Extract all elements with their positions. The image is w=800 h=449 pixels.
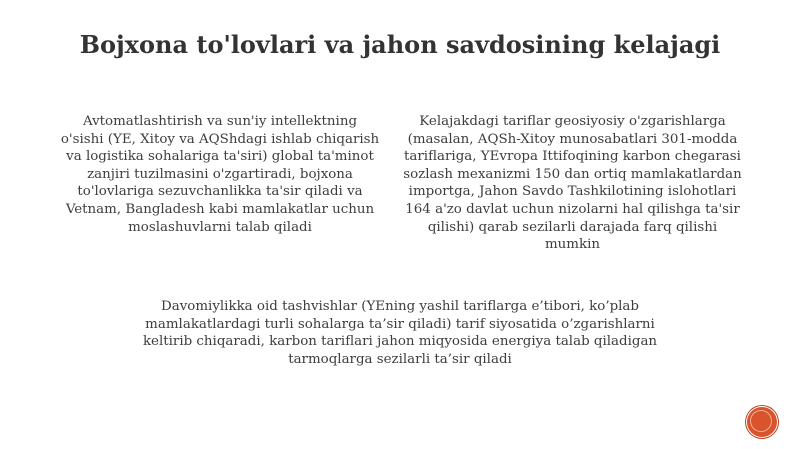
- slide-nav-button[interactable]: [747, 407, 777, 437]
- text-block-bottom: Davomiylikka oid tashvishlar (YEning yashil tariflarga e’tibori, ko’plab mamlakatlardagi turli sohalarga ta’sir qiladi) tarif siyosatida o’zgarishlarni keltirib chiqaradi, karbon tariflari jahon miqyosida energiya talab qiladigan tarmoqlarga sezilarli ta’sir qiladi: [142, 299, 658, 367]
- circle-nav-icon: [750, 410, 772, 432]
- slide-title: Bojxona to'lovlari va jahon savdosining kelajagi: [79, 30, 721, 59]
- text-block-right: Kelajakdagi tariflar geosiyosiy o'zgarishlarga (masalan, AQSh-Xitoy munosabatlari 301-modda tariflariga, YEvropa Ittifoqining karbon chegarasi sozlash mexanizmi 150 dan ortiq mamlakatlardan importga, Jahon Savdo Tashkilotining islohotlari 164 a'zo davlat uchun nizolarni hal qilishga ta'sir qilishi) qarab sezilarli darajada farq qilishi mumkin: [403, 114, 742, 253]
- text-block-left: Avtomatlashtirish va sun'iy intellektning o'sishi (YE, Xitoy va AQShdagi ishlab chiqarish va logistika sohalariga ta'siri) global ta'minot zanjiri tuzilmasini o'zgartiradi, bojxona to'lovlariga sezuvchanlikka ta'sir qiladi va Vetnam, Bangladesh kabi mamlakatlar uchun moslashuvlarni talab qiladi: [60, 114, 380, 235]
